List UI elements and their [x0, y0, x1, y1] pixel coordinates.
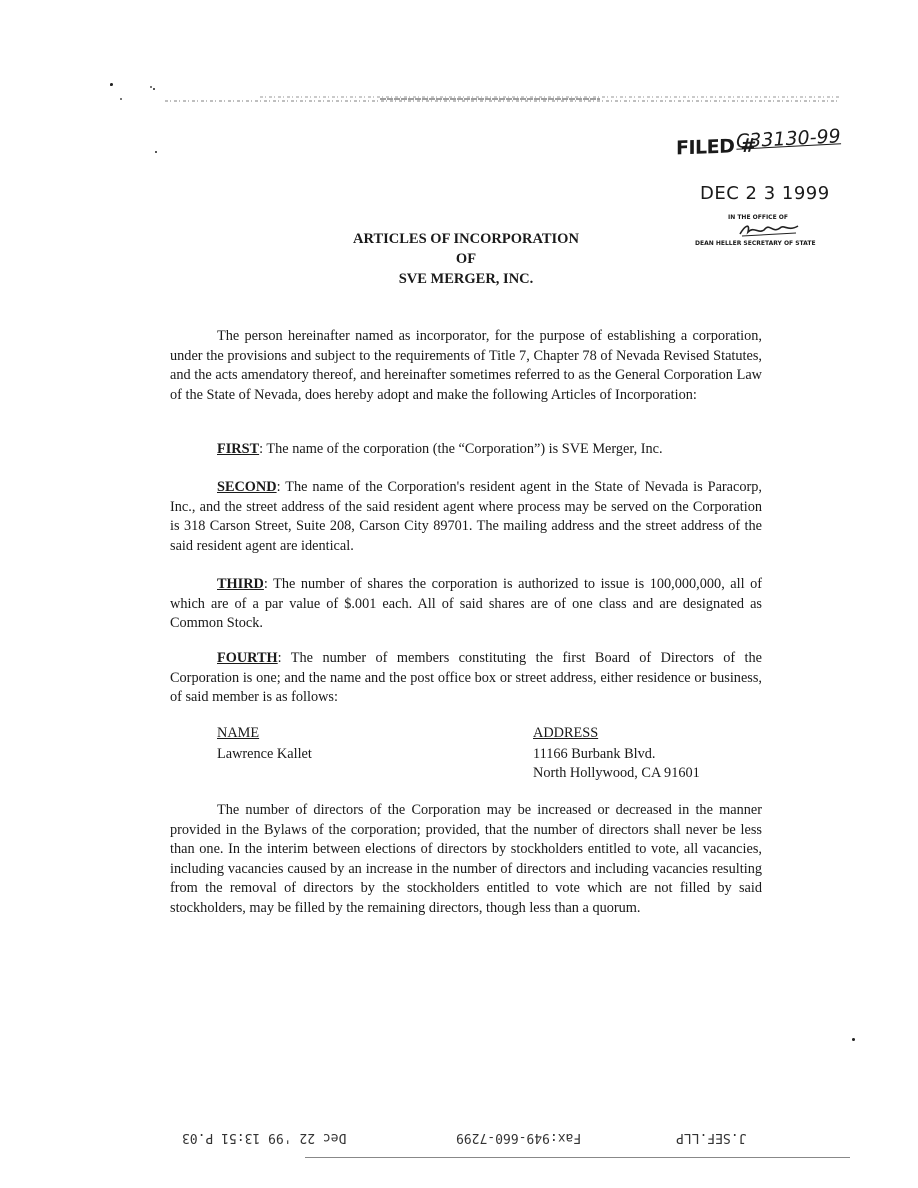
- article-first-label: FIRST: [217, 441, 260, 457]
- speck: [155, 151, 157, 153]
- article-second: [170, 478, 762, 556]
- article-fourth-text: : The number of members constituting the first Board of Directors of the Corporation is one; and the name and the post office box or street address, either residence or business, of said member is as follows:: [170, 650, 762, 705]
- speck: [852, 1038, 855, 1041]
- director-address-line-2: North Hollywood, CA 91601: [533, 765, 700, 781]
- title-line-2: OF: [455, 251, 477, 267]
- article-first-text: : The name of the corporation (the “Corporation”) is SVE Merger, Inc.: [259, 441, 663, 457]
- article-fourth-label: FOURTH: [217, 650, 278, 666]
- fax-footer-number: Fax:949-660-7299: [456, 1130, 582, 1145]
- article-third: [170, 575, 762, 634]
- secretary-signature: [736, 220, 806, 240]
- address-column-header: ADDRESS: [533, 725, 599, 741]
- speck: [110, 83, 113, 86]
- article-third-label: THIRD: [217, 576, 264, 592]
- document-title: [300, 229, 632, 289]
- director-address-line-1: 11166 Burbank Blvd.: [533, 746, 656, 762]
- article-first: [170, 440, 762, 460]
- filed-stamp-number: C33130-99: [735, 125, 842, 153]
- filed-stamp-date: DEC 2 3 1999: [700, 183, 830, 204]
- stamp-office-text: IN THE OFFICE OF: [728, 214, 788, 221]
- filed-stamp-label: FILED #: [676, 134, 756, 160]
- footer-rule: [305, 1157, 850, 1158]
- article-third-text: : The number of shares the corporation is authorized to issue is 100,000,000, all of which are of a par value of $.001 each. All of said shares are of one class and are designated as Common Stock.: [170, 576, 762, 631]
- fax-noise: [100, 80, 860, 120]
- article-second-text: : The name of the Corporation's resident agent in the State of Nevada is Paracorp, Inc., and the street address of the said resident agent where process may be served on the Corporation is 318 Carson Street, Suite 208, Carson City 89701. The mailing address and the street address of the said resident agent are identical.: [170, 479, 762, 554]
- article-second-label: SECOND: [217, 479, 277, 495]
- title-line-1: ARTICLES OF INCORPORATION: [353, 231, 579, 247]
- fax-footer-sender: J.SEF.LLP: [676, 1130, 747, 1145]
- director-name: Lawrence Kallet: [217, 746, 312, 762]
- directors-text: The number of directors of the Corporation may be increased or decreased in the manner provided in the Bylaws of the corporation; provided, that the number of directors shall never be less than one. In the interim between elections of directors by stockholders entitled to vote, all vacancies, including vacancies caused by an increase in the number of directors and including vacancies resulting from the removal of directors by the stockholders entitled to vote which are not filled by said stockholders, may be filled by the remaining directors, though less than a quorum.: [170, 802, 762, 916]
- fax-footer-date: Dec 22 '99 13:51 P.03: [182, 1130, 347, 1145]
- intro-paragraph: [170, 327, 762, 405]
- stamp-secretary-text: DEAN HELLER SECRETARY OF STATE: [695, 240, 816, 247]
- intro-text: The person hereinafter named as incorporator, for the purpose of establishing a corporation, under the provisions and subject to the requirements of Title 7, Chapter 78 of Nevada Revised Statutes, and the acts amendatory thereof, and hereinafter sometimes referred to as the General Corporation Law of the State of Nevada, does hereby adopt and make the following Articles of Incorporation:: [170, 328, 762, 403]
- directors-paragraph: [170, 801, 762, 918]
- title-line-3: SVE MERGER, INC.: [398, 271, 534, 287]
- article-fourth: [170, 649, 762, 708]
- speck: [153, 88, 155, 90]
- name-column-header: NAME: [217, 725, 260, 741]
